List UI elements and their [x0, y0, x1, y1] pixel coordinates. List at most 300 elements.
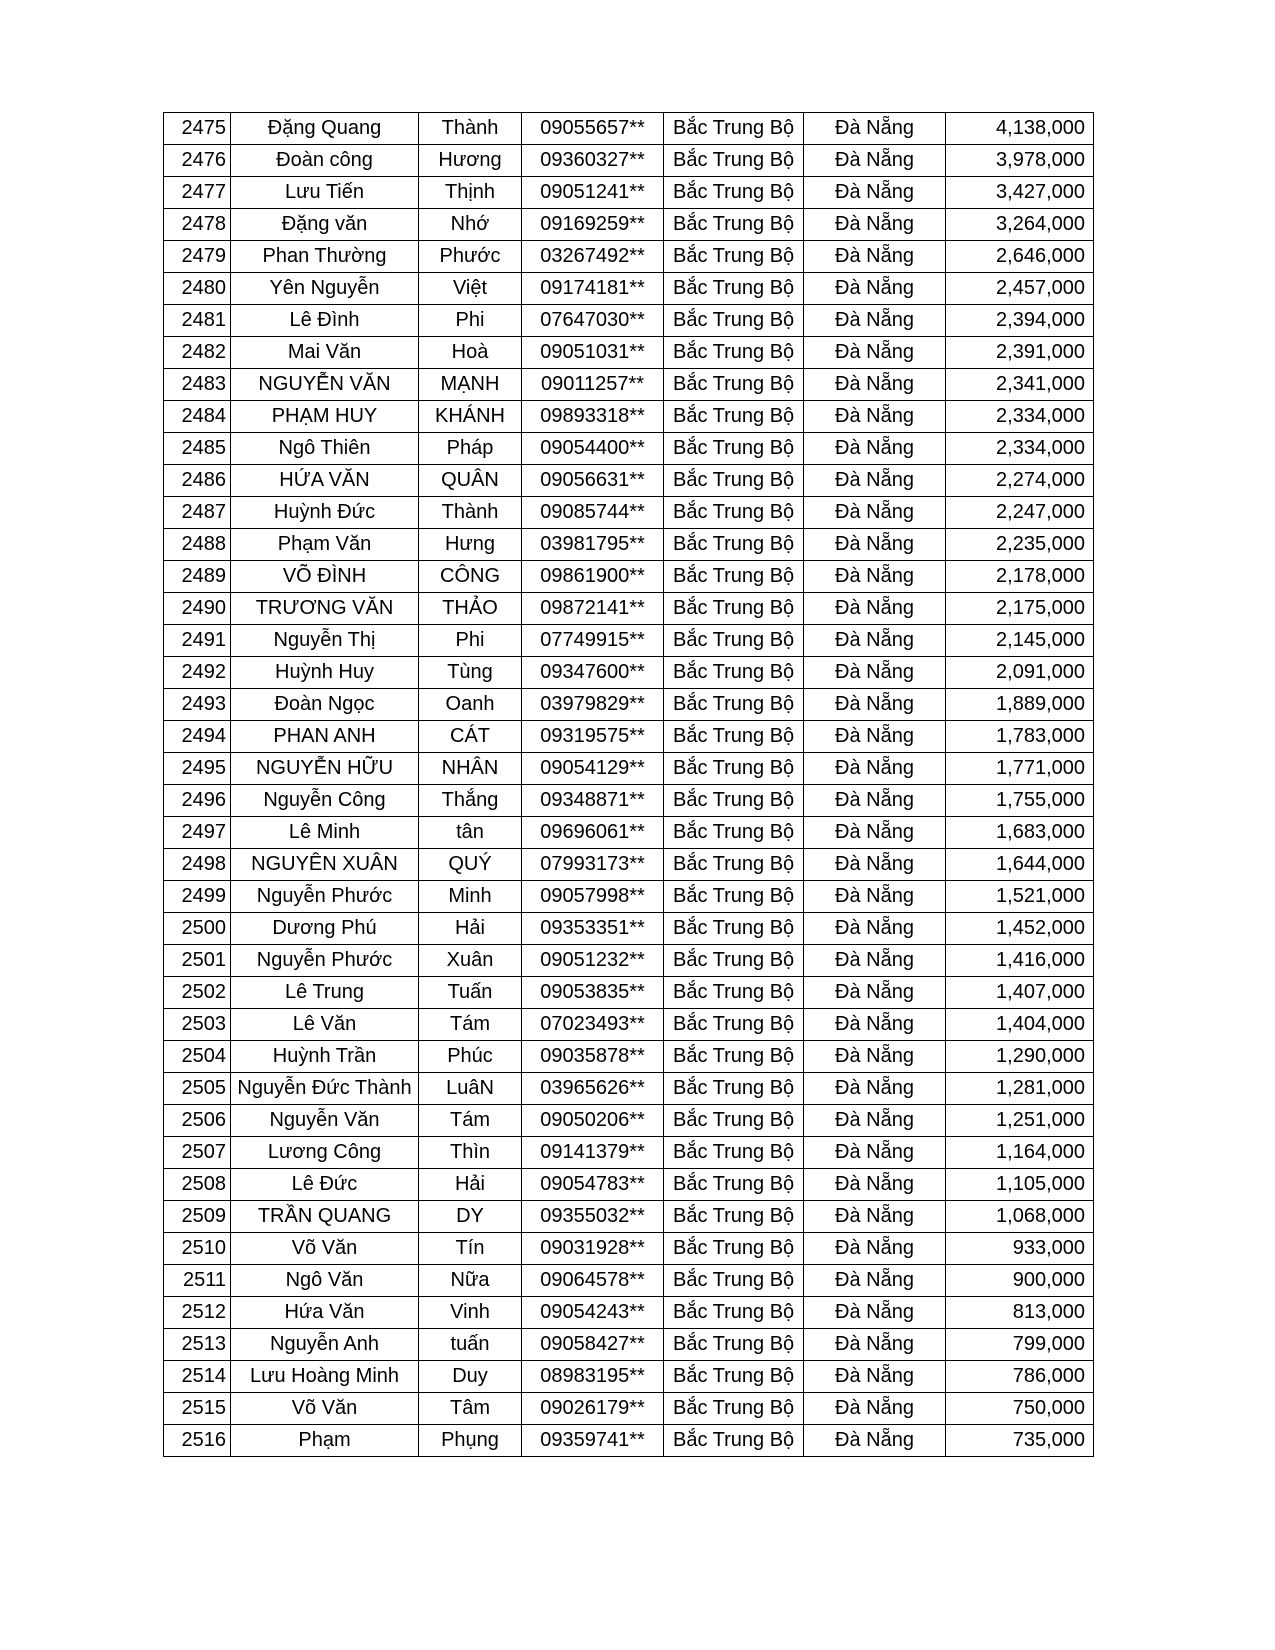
cell-amount: 2,175,000: [946, 593, 1094, 625]
cell-amount: 2,341,000: [946, 369, 1094, 401]
cell-city: Đà Nẵng: [804, 1297, 946, 1329]
cell-region: Bắc Trung Bộ: [664, 657, 804, 689]
cell-phone-number: 09050206**: [522, 1105, 664, 1137]
cell-phone-number: 09054243**: [522, 1297, 664, 1329]
cell-amount: 2,235,000: [946, 529, 1094, 561]
cell-last-middle-name: Lê Minh: [231, 817, 419, 849]
cell-first-name: Tám: [419, 1105, 522, 1137]
cell-last-middle-name: Lê Văn: [231, 1009, 419, 1041]
cell-amount: 4,138,000: [946, 113, 1094, 145]
cell-amount: 2,247,000: [946, 497, 1094, 529]
cell-phone-number: 09347600**: [522, 657, 664, 689]
cell-last-middle-name: Nguyễn Công: [231, 785, 419, 817]
cell-city: Đà Nẵng: [804, 1169, 946, 1201]
cell-city: Đà Nẵng: [804, 689, 946, 721]
cell-region: Bắc Trung Bộ: [664, 913, 804, 945]
cell-region: Bắc Trung Bộ: [664, 529, 804, 561]
cell-row-index: 2511: [164, 1265, 231, 1297]
cell-phone-number: 03965626**: [522, 1073, 664, 1105]
cell-region: Bắc Trung Bộ: [664, 1137, 804, 1169]
cell-row-index: 2485: [164, 433, 231, 465]
cell-region: Bắc Trung Bộ: [664, 785, 804, 817]
cell-first-name: tân: [419, 817, 522, 849]
cell-first-name: Hưng: [419, 529, 522, 561]
cell-row-index: 2491: [164, 625, 231, 657]
cell-last-middle-name: NGUYỄN HỮU: [231, 753, 419, 785]
cell-amount: 2,274,000: [946, 465, 1094, 497]
cell-phone-number: 09031928**: [522, 1233, 664, 1265]
cell-amount: 1,068,000: [946, 1201, 1094, 1233]
cell-amount: 2,091,000: [946, 657, 1094, 689]
cell-amount: 1,783,000: [946, 721, 1094, 753]
cell-phone-number: 09359741**: [522, 1425, 664, 1457]
cell-last-middle-name: Đặng Quang: [231, 113, 419, 145]
cell-row-index: 2499: [164, 881, 231, 913]
table-row: [164, 849, 1094, 881]
cell-last-middle-name: Đặng văn: [231, 209, 419, 241]
cell-amount: 750,000: [946, 1393, 1094, 1425]
cell-first-name: Thịnh: [419, 177, 522, 209]
cell-amount: 2,334,000: [946, 433, 1094, 465]
cell-city: Đà Nẵng: [804, 369, 946, 401]
cell-last-middle-name: Huỳnh Huy: [231, 657, 419, 689]
table-row: [164, 113, 1094, 145]
cell-first-name: Thắng: [419, 785, 522, 817]
table-row: [164, 1009, 1094, 1041]
cell-region: Bắc Trung Bộ: [664, 977, 804, 1009]
cell-row-index: 2497: [164, 817, 231, 849]
cell-region: Bắc Trung Bộ: [664, 465, 804, 497]
table-row: [164, 625, 1094, 657]
cell-phone-number: 09056631**: [522, 465, 664, 497]
cell-first-name: KHÁNH: [419, 401, 522, 433]
table-row: [164, 593, 1094, 625]
cell-last-middle-name: Nguyễn Anh: [231, 1329, 419, 1361]
cell-row-index: 2484: [164, 401, 231, 433]
cell-last-middle-name: Nguyễn Phước: [231, 881, 419, 913]
cell-city: Đà Nẵng: [804, 113, 946, 145]
cell-row-index: 2508: [164, 1169, 231, 1201]
cell-region: Bắc Trung Bộ: [664, 1105, 804, 1137]
cell-region: Bắc Trung Bộ: [664, 369, 804, 401]
cell-region: Bắc Trung Bộ: [664, 241, 804, 273]
cell-first-name: Phước: [419, 241, 522, 273]
cell-amount: 1,416,000: [946, 945, 1094, 977]
cell-amount: 1,105,000: [946, 1169, 1094, 1201]
table-row: [164, 1105, 1094, 1137]
table-row: [164, 1041, 1094, 1073]
cell-city: Đà Nẵng: [804, 1105, 946, 1137]
cell-amount: 799,000: [946, 1329, 1094, 1361]
cell-region: Bắc Trung Bộ: [664, 689, 804, 721]
table-row: [164, 1201, 1094, 1233]
cell-first-name: Phúc: [419, 1041, 522, 1073]
cell-city: Đà Nẵng: [804, 561, 946, 593]
cell-phone-number: 09026179**: [522, 1393, 664, 1425]
cell-last-middle-name: Võ Văn: [231, 1233, 419, 1265]
cell-region: Bắc Trung Bộ: [664, 497, 804, 529]
cell-amount: 1,521,000: [946, 881, 1094, 913]
cell-first-name: Vinh: [419, 1297, 522, 1329]
cell-amount: 1,404,000: [946, 1009, 1094, 1041]
cell-last-middle-name: Đoàn công: [231, 145, 419, 177]
cell-row-index: 2498: [164, 849, 231, 881]
table-row: [164, 209, 1094, 241]
cell-city: Đà Nẵng: [804, 1201, 946, 1233]
cell-phone-number: 09360327**: [522, 145, 664, 177]
cell-phone-number: 07749915**: [522, 625, 664, 657]
cell-city: Đà Nẵng: [804, 401, 946, 433]
cell-row-index: 2516: [164, 1425, 231, 1457]
cell-row-index: 2490: [164, 593, 231, 625]
cell-amount: 813,000: [946, 1297, 1094, 1329]
cell-phone-number: 03979829**: [522, 689, 664, 721]
table-row: [164, 273, 1094, 305]
cell-phone-number: 09169259**: [522, 209, 664, 241]
table-row: [164, 1393, 1094, 1425]
cell-last-middle-name: Lương Công: [231, 1137, 419, 1169]
cell-last-middle-name: PHAN ANH: [231, 721, 419, 753]
cell-amount: 3,264,000: [946, 209, 1094, 241]
cell-city: Đà Nẵng: [804, 273, 946, 305]
cell-region: Bắc Trung Bộ: [664, 1393, 804, 1425]
cell-city: Đà Nẵng: [804, 913, 946, 945]
cell-row-index: 2478: [164, 209, 231, 241]
cell-row-index: 2492: [164, 657, 231, 689]
cell-row-index: 2487: [164, 497, 231, 529]
cell-last-middle-name: Huỳnh Trần: [231, 1041, 419, 1073]
cell-last-middle-name: Yên Nguyễn: [231, 273, 419, 305]
cell-last-middle-name: Phan Thường: [231, 241, 419, 273]
cell-city: Đà Nẵng: [804, 1265, 946, 1297]
table-row: [164, 945, 1094, 977]
cell-city: Đà Nẵng: [804, 1233, 946, 1265]
cell-first-name: Duy: [419, 1361, 522, 1393]
cell-first-name: Phi: [419, 625, 522, 657]
cell-phone-number: 09348871**: [522, 785, 664, 817]
cell-region: Bắc Trung Bộ: [664, 1265, 804, 1297]
cell-amount: 3,427,000: [946, 177, 1094, 209]
cell-city: Đà Nẵng: [804, 497, 946, 529]
cell-row-index: 2505: [164, 1073, 231, 1105]
cell-phone-number: 09051232**: [522, 945, 664, 977]
cell-region: Bắc Trung Bộ: [664, 113, 804, 145]
cell-last-middle-name: Nguyễn Phước: [231, 945, 419, 977]
cell-city: Đà Nẵng: [804, 1425, 946, 1457]
cell-last-middle-name: TRẦN QUANG: [231, 1201, 419, 1233]
cell-phone-number: 09053835**: [522, 977, 664, 1009]
cell-last-middle-name: Mai Văn: [231, 337, 419, 369]
cell-region: Bắc Trung Bộ: [664, 1233, 804, 1265]
table-row: [164, 145, 1094, 177]
cell-phone-number: 09011257**: [522, 369, 664, 401]
cell-last-middle-name: Ngô Thiên: [231, 433, 419, 465]
cell-amount: 786,000: [946, 1361, 1094, 1393]
table-row: [164, 1361, 1094, 1393]
cell-last-middle-name: NGUYỄN VĂN: [231, 369, 419, 401]
cell-amount: 1,683,000: [946, 817, 1094, 849]
cell-first-name: Nhớ: [419, 209, 522, 241]
cell-first-name: Thành: [419, 497, 522, 529]
cell-region: Bắc Trung Bộ: [664, 945, 804, 977]
table-row: [164, 1297, 1094, 1329]
cell-city: Đà Nẵng: [804, 657, 946, 689]
cell-region: Bắc Trung Bộ: [664, 721, 804, 753]
cell-region: Bắc Trung Bộ: [664, 881, 804, 913]
cell-region: Bắc Trung Bộ: [664, 753, 804, 785]
cell-row-index: 2507: [164, 1137, 231, 1169]
cell-last-middle-name: Nguyễn Đức Thành: [231, 1073, 419, 1105]
cell-first-name: Tâm: [419, 1393, 522, 1425]
cell-region: Bắc Trung Bộ: [664, 593, 804, 625]
cell-region: Bắc Trung Bộ: [664, 1169, 804, 1201]
cell-phone-number: 09051241**: [522, 177, 664, 209]
cell-amount: 2,394,000: [946, 305, 1094, 337]
cell-city: Đà Nẵng: [804, 721, 946, 753]
cell-city: Đà Nẵng: [804, 1041, 946, 1073]
cell-amount: 2,646,000: [946, 241, 1094, 273]
cell-amount: 2,334,000: [946, 401, 1094, 433]
cell-first-name: Việt: [419, 273, 522, 305]
cell-region: Bắc Trung Bộ: [664, 1009, 804, 1041]
cell-first-name: MẠNH: [419, 369, 522, 401]
cell-first-name: Oanh: [419, 689, 522, 721]
cell-phone-number: 09051031**: [522, 337, 664, 369]
cell-row-index: 2489: [164, 561, 231, 593]
cell-amount: 2,178,000: [946, 561, 1094, 593]
cell-city: Đà Nẵng: [804, 753, 946, 785]
cell-first-name: Nữa: [419, 1265, 522, 1297]
cell-city: Đà Nẵng: [804, 145, 946, 177]
cell-first-name: Pháp: [419, 433, 522, 465]
cell-row-index: 2504: [164, 1041, 231, 1073]
cell-phone-number: 03981795**: [522, 529, 664, 561]
cell-phone-number: 09174181**: [522, 273, 664, 305]
cell-region: Bắc Trung Bộ: [664, 177, 804, 209]
cell-first-name: Tín: [419, 1233, 522, 1265]
table-row: [164, 785, 1094, 817]
cell-last-middle-name: VÕ ĐÌNH: [231, 561, 419, 593]
table-row: [164, 753, 1094, 785]
cell-phone-number: 09861900**: [522, 561, 664, 593]
cell-phone-number: 09054129**: [522, 753, 664, 785]
cell-region: Bắc Trung Bộ: [664, 337, 804, 369]
cell-amount: 735,000: [946, 1425, 1094, 1457]
cell-first-name: NHÂN: [419, 753, 522, 785]
cell-last-middle-name: Nguyễn Văn: [231, 1105, 419, 1137]
cell-region: Bắc Trung Bộ: [664, 433, 804, 465]
table-row: [164, 881, 1094, 913]
cell-amount: 1,251,000: [946, 1105, 1094, 1137]
cell-row-index: 2500: [164, 913, 231, 945]
cell-phone-number: 09355032**: [522, 1201, 664, 1233]
cell-phone-number: 03267492**: [522, 241, 664, 273]
cell-first-name: Hải: [419, 1169, 522, 1201]
cell-last-middle-name: Đoàn Ngọc: [231, 689, 419, 721]
cell-first-name: CÔNG: [419, 561, 522, 593]
cell-last-middle-name: Lê Đình: [231, 305, 419, 337]
cell-region: Bắc Trung Bộ: [664, 1425, 804, 1457]
cell-city: Đà Nẵng: [804, 1009, 946, 1041]
cell-row-index: 2481: [164, 305, 231, 337]
cell-city: Đà Nẵng: [804, 433, 946, 465]
cell-region: Bắc Trung Bộ: [664, 1041, 804, 1073]
table-row: [164, 1169, 1094, 1201]
cell-phone-number: 09058427**: [522, 1329, 664, 1361]
cell-region: Bắc Trung Bộ: [664, 305, 804, 337]
cell-last-middle-name: PHẠM HUY: [231, 401, 419, 433]
cell-last-middle-name: Dương Phú: [231, 913, 419, 945]
table-row: [164, 529, 1094, 561]
table-row: [164, 561, 1094, 593]
cell-city: Đà Nẵng: [804, 305, 946, 337]
cell-region: Bắc Trung Bộ: [664, 817, 804, 849]
cell-last-middle-name: Ngô Văn: [231, 1265, 419, 1297]
cell-first-name: Tùng: [419, 657, 522, 689]
cell-first-name: Phụng: [419, 1425, 522, 1457]
cell-region: Bắc Trung Bộ: [664, 145, 804, 177]
cell-city: Đà Nẵng: [804, 817, 946, 849]
cell-last-middle-name: Lê Trung: [231, 977, 419, 1009]
cell-city: Đà Nẵng: [804, 1137, 946, 1169]
table-row: [164, 913, 1094, 945]
cell-first-name: THẢO: [419, 593, 522, 625]
cell-last-middle-name: Lê Đức: [231, 1169, 419, 1201]
cell-phone-number: 09872141**: [522, 593, 664, 625]
table-row: [164, 817, 1094, 849]
cell-row-index: 2506: [164, 1105, 231, 1137]
cell-row-index: 2512: [164, 1297, 231, 1329]
cell-last-middle-name: Lưu Tiến: [231, 177, 419, 209]
cell-amount: 1,290,000: [946, 1041, 1094, 1073]
cell-row-index: 2476: [164, 145, 231, 177]
cell-city: Đà Nẵng: [804, 241, 946, 273]
cell-phone-number: 07993173**: [522, 849, 664, 881]
cell-last-middle-name: Lưu Hoàng Minh: [231, 1361, 419, 1393]
cell-region: Bắc Trung Bộ: [664, 1297, 804, 1329]
cell-last-middle-name: TRƯƠNG VĂN: [231, 593, 419, 625]
table-row: [164, 1329, 1094, 1361]
cell-row-index: 2495: [164, 753, 231, 785]
cell-first-name: QUÂN: [419, 465, 522, 497]
cell-phone-number: 09085744**: [522, 497, 664, 529]
cell-row-index: 2483: [164, 369, 231, 401]
cell-amount: 2,457,000: [946, 273, 1094, 305]
cell-row-index: 2475: [164, 113, 231, 145]
cell-phone-number: 09055657**: [522, 113, 664, 145]
cell-phone-number: 09319575**: [522, 721, 664, 753]
cell-region: Bắc Trung Bộ: [664, 1361, 804, 1393]
cell-city: Đà Nẵng: [804, 1393, 946, 1425]
cell-phone-number: 07023493**: [522, 1009, 664, 1041]
cell-row-index: 2482: [164, 337, 231, 369]
cell-row-index: 2513: [164, 1329, 231, 1361]
table-row: [164, 337, 1094, 369]
cell-first-name: Phi: [419, 305, 522, 337]
cell-row-index: 2493: [164, 689, 231, 721]
cell-last-middle-name: Võ Văn: [231, 1393, 419, 1425]
cell-row-index: 2477: [164, 177, 231, 209]
cell-first-name: Hoà: [419, 337, 522, 369]
cell-first-name: Minh: [419, 881, 522, 913]
table-row: [164, 1073, 1094, 1105]
cell-last-middle-name: Hứa Văn: [231, 1297, 419, 1329]
cell-amount: 1,452,000: [946, 913, 1094, 945]
cell-first-name: Thìn: [419, 1137, 522, 1169]
cell-region: Bắc Trung Bộ: [664, 1201, 804, 1233]
table-row: [164, 433, 1094, 465]
cell-first-name: CÁT: [419, 721, 522, 753]
cell-city: Đà Nẵng: [804, 849, 946, 881]
cell-region: Bắc Trung Bộ: [664, 625, 804, 657]
cell-amount: 1,407,000: [946, 977, 1094, 1009]
cell-amount: 1,644,000: [946, 849, 1094, 881]
cell-region: Bắc Trung Bộ: [664, 1073, 804, 1105]
cell-phone-number: 09035878**: [522, 1041, 664, 1073]
data-table: [163, 112, 1094, 1457]
cell-row-index: 2494: [164, 721, 231, 753]
cell-phone-number: 09064578**: [522, 1265, 664, 1297]
cell-row-index: 2479: [164, 241, 231, 273]
cell-city: Đà Nẵng: [804, 593, 946, 625]
cell-last-middle-name: Huỳnh Đức: [231, 497, 419, 529]
cell-amount: 1,164,000: [946, 1137, 1094, 1169]
cell-region: Bắc Trung Bộ: [664, 401, 804, 433]
cell-city: Đà Nẵng: [804, 1073, 946, 1105]
cell-first-name: Tám: [419, 1009, 522, 1041]
cell-city: Đà Nẵng: [804, 465, 946, 497]
cell-amount: 1,771,000: [946, 753, 1094, 785]
cell-city: Đà Nẵng: [804, 625, 946, 657]
cell-city: Đà Nẵng: [804, 337, 946, 369]
cell-row-index: 2486: [164, 465, 231, 497]
cell-phone-number: 09141379**: [522, 1137, 664, 1169]
cell-last-middle-name: HỨA VĂN: [231, 465, 419, 497]
cell-amount: 933,000: [946, 1233, 1094, 1265]
cell-amount: 1,889,000: [946, 689, 1094, 721]
cell-phone-number: 09696061**: [522, 817, 664, 849]
table-row: [164, 465, 1094, 497]
cell-phone-number: 08983195**: [522, 1361, 664, 1393]
table-row: [164, 241, 1094, 273]
cell-last-middle-name: Nguyễn Thị: [231, 625, 419, 657]
table-row: [164, 497, 1094, 529]
cell-amount: 900,000: [946, 1265, 1094, 1297]
cell-first-name: LuâN: [419, 1073, 522, 1105]
cell-row-index: 2515: [164, 1393, 231, 1425]
cell-amount: 2,145,000: [946, 625, 1094, 657]
cell-row-index: 2503: [164, 1009, 231, 1041]
cell-region: Bắc Trung Bộ: [664, 561, 804, 593]
cell-row-index: 2501: [164, 945, 231, 977]
table-row: [164, 689, 1094, 721]
table-row: [164, 1265, 1094, 1297]
table-row: [164, 657, 1094, 689]
cell-region: Bắc Trung Bộ: [664, 1329, 804, 1361]
cell-phone-number: 09353351**: [522, 913, 664, 945]
cell-row-index: 2502: [164, 977, 231, 1009]
cell-amount: 1,755,000: [946, 785, 1094, 817]
cell-first-name: Hải: [419, 913, 522, 945]
cell-amount: 3,978,000: [946, 145, 1094, 177]
cell-row-index: 2488: [164, 529, 231, 561]
cell-first-name: Thành: [419, 113, 522, 145]
cell-last-middle-name: Phạm: [231, 1425, 419, 1457]
cell-region: Bắc Trung Bộ: [664, 273, 804, 305]
cell-row-index: 2510: [164, 1233, 231, 1265]
table-row: [164, 1137, 1094, 1169]
table-row: [164, 1425, 1094, 1457]
